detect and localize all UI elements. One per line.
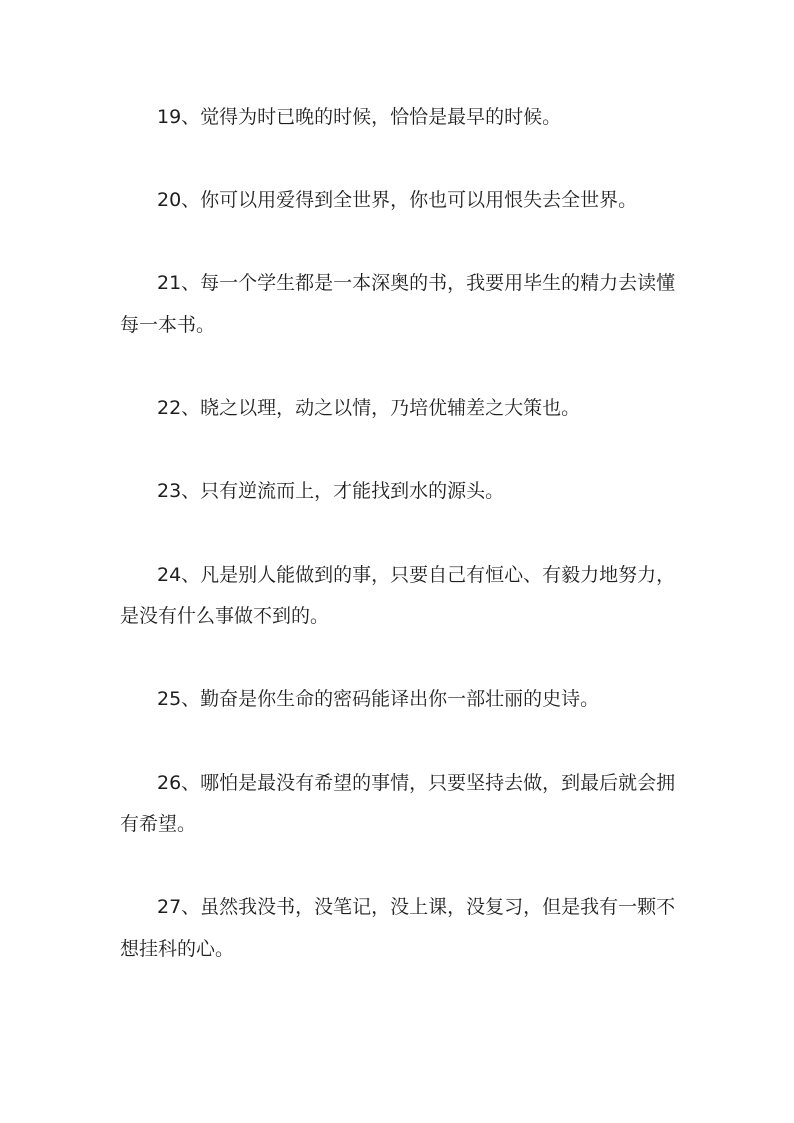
quote-line-continued: 有希望。 <box>120 813 197 836</box>
quote-item-23 <box>120 471 700 513</box>
quote-item-27 <box>120 887 700 970</box>
quote-line: 22、晓之以理，动之以情，乃培优辅差之大策也。 <box>157 397 581 420</box>
quote-line: 19、觉得为时已晚的时候，恰恰是最早的时候。 <box>157 106 562 128</box>
document-body <box>120 97 700 1012</box>
quote-line-continued: 想挂科的心。 <box>120 937 235 960</box>
quote-item-24 <box>120 555 700 638</box>
quote-item-22 <box>120 388 700 430</box>
quote-line: 21、每一个学生都是一本深奥的书，我要用毕生的精力去读懂 <box>157 272 676 295</box>
quote-item-21 <box>120 263 700 346</box>
quote-item-20 <box>120 180 700 222</box>
quote-line: 26、哪怕是最没有希望的事情，只要坚持去做，到最后就会拥 <box>157 771 676 794</box>
quote-line: 25、勤奋是你生命的密码能译出你一部壮丽的史诗。 <box>157 688 600 711</box>
quote-item-19 <box>120 97 700 139</box>
quote-item-25 <box>120 679 700 721</box>
quote-line: 23、只有逆流而上，才能找到水的源头。 <box>157 480 505 503</box>
quote-line: 27、虽然我没书，没笔记，没上课，没复习，但是我有一颗不 <box>157 896 676 919</box>
quote-line-continued: 是没有什么事做不到的。 <box>120 605 330 628</box>
quote-line-continued: 每一本书。 <box>120 313 216 336</box>
quote-item-26 <box>120 763 700 846</box>
quote-line: 20、你可以用爱得到全世界，你也可以用恨失去全世界。 <box>157 189 638 212</box>
quote-line: 24、凡是别人能做到的事，只要自己有恒心、有毅力地努力， <box>157 563 676 586</box>
